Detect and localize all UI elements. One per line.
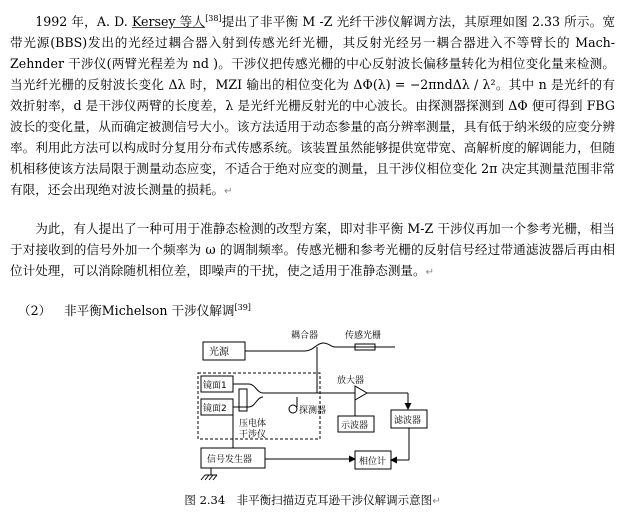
paragraph-mark: ↵ [425,267,434,278]
label-signal-generator: 信号发生器 [207,455,253,465]
para2-body: 为此，有人提出了一种可用于准静态检测的改型方案，即对非平衡 M-Z 干涉仪再加一个参考光栅，相当于对接收到的信号外加一个频率为 ω 的调制频率。传感光栅和参考光栅的反射信号经过带通滤波器后再由相位计处理，可以消除随机相位差，即噪声的干扰，使之适用于准静态测量。 [10,221,615,278]
label-oscilloscope: 示波器 [341,421,369,431]
label-light-source: 光源 [209,347,229,358]
label-amplifier: 放大器 [337,376,365,386]
ground-hatch-4 [213,475,217,480]
label-filter: 滤波器 [394,416,422,426]
paragraph-2 [10,218,615,283]
para1-body: 提出了非平衡 M -Z 光纤干涉仪解调方法，其原理如图 2.33 所示。宽带光源(BBS)发出的光经过耦合器入射到传感光纤光栅，其反射光经另一耦合器进入不等臂长的 Mach-Zehnder 干涉仪(两臂光程差为 nd )。干涉仪把传感光栅的中心反射波长偏移量转化为相位变化量来检测。当光纤光栅的反射波长变化 Δλ 时，MZI 输出的相位变化为 ΔΦ(λ) = −2πndΔλ / λ²。其中 n 是光纤的有效折射率，d 是干涉仪两臂的长度差，λ 是光纤光栅反射光的中心波长。由探测器探测到 ΔΦ 便可得到 FBG 波长的变化量，从而确定被测信号大小。该方法适用于动态参量的高分辨率测量，具有低于纳米级的应变分辨率。利用此方法可以构成时分复用分布式传感系统。该装置虽然能够提供宽带宽、高解析度的解调能力，但随机相移使该方法局限于测量动态应变，不适合于绝对应变的测量，且干涉仪相位变化 2π 决定其测量范围非常有限，还会出现绝对波长测量的损耗。 [10,14,615,198]
paragraph-mark: ↵ [224,186,233,198]
label-sensing-grating: 传感光栅 [345,331,382,341]
ground-hatch-2 [205,475,209,480]
para1-intro: 1992 年，A. D. [35,14,132,30]
arm2 [233,397,263,407]
citation-39: [39] [234,302,251,312]
coupler-curve [305,343,335,351]
heading-text: 非平衡Michelson 干涉仪解调 [64,303,235,318]
figure-caption [0,492,625,508]
piezo-element [239,389,247,411]
label-mirror1: 镜面1 [203,381,227,391]
citation-38: [38] [205,14,222,23]
ground-hatch-1 [201,475,205,480]
paragraph-1 [10,8,615,202]
heading-number: （2） [18,303,52,318]
label-phase-meter: 相位计 [359,457,387,467]
author-name: Kersey 等人 [131,14,206,30]
detector-symbol [289,405,297,413]
label-mirror2: 镜面2 [203,404,227,414]
amplifier-symbol [355,386,367,400]
label-detector: 探测器 [299,406,327,416]
demodulation-diagram [195,323,445,483]
caption-text: 图 2.34 非平衡扫描迈克耳逊干涉仪解调示意图 [184,493,433,507]
section-heading [18,300,251,319]
label-coupler: 耦合器 [291,331,319,341]
paragraph-mark: ↵ [432,496,441,507]
label-interferometer: 干涉仪 [239,430,267,440]
label-piezo: 压电体 [239,419,267,429]
ground-hatch-3 [209,475,213,480]
